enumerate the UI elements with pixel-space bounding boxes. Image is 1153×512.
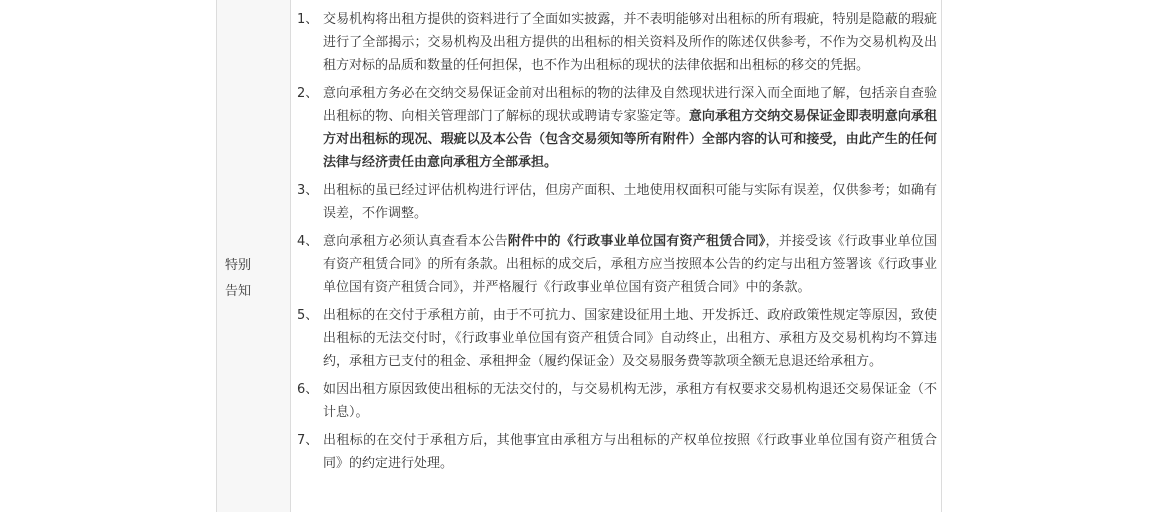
special-notice-label-cell (217, 0, 291, 512)
notice-item-text (323, 304, 937, 373)
notice-item-text-part: 交易机构将出租方提供的资料进行了全面如实披露，并不表明能够对出租标的所有瑕疵，特别是隐蔽的瑕疵进行了全部揭示；交易机构及出租方提供的出租标的相关资料及所作的陈述仅供参考，不作为交易机构及出租方对标的品质和数量的任何担保，也不作为出租标的现状的法律依据和出租标的移交的凭据。 (323, 12, 937, 73)
notice-item-4 (297, 230, 937, 299)
notice-item-number: 5、 (297, 308, 319, 323)
notice-item-text (323, 230, 937, 299)
notice-item-number: 7、 (297, 433, 319, 448)
notice-item-text (323, 82, 937, 174)
notice-item-bold-part: 附件中的《行政事业单位国有资产租赁合同》 (507, 234, 766, 249)
notice-item-1 (297, 8, 937, 77)
notice-item-6 (297, 378, 937, 424)
notice-item-5 (297, 304, 937, 373)
notice-item-text-part: 意向承租方必须认真查看本公告 (323, 234, 508, 249)
notice-item-text-part: 出租标的虽已经过评估机构进行评估，但房产面积、土地使用权面积可能与实际有误差，仅供参考；如确有误差，不作调整。 (323, 183, 937, 221)
notice-item-text (323, 179, 937, 225)
notice-item-number: 6、 (297, 382, 319, 397)
notice-item-number: 4、 (297, 234, 319, 249)
special-notice-label-line2: 告知 (225, 284, 252, 299)
notice-item-2 (297, 82, 937, 174)
special-notice-label-line1: 特别 (225, 258, 252, 273)
notice-item-3 (297, 179, 937, 225)
notice-item-text-part: 出租标的在交付于承租方后，其他事宜由承租方与出租标的产权单位按照《行政事业单位国有资产租赁合同》的约定进行处理。 (323, 433, 937, 471)
notice-item-number: 1、 (297, 12, 319, 27)
notice-item-number: 3、 (297, 183, 319, 198)
special-notice-table (216, 0, 942, 512)
notice-item-text (323, 429, 937, 475)
notice-item-text (323, 378, 937, 424)
special-notice-content (291, 0, 941, 512)
notice-item-bold-part: 意向承租方交纳交易保证金即表明意向承租方对出租标的现况、瑕疵以及本公告（包含交易须知等所有附件）全部内容的认可和接受，由此产生的任何法律与经济责任由意向承租方全部承担。 (323, 109, 937, 170)
notice-item-text-part: 意向承租方务必在交纳交易保证金前对出租标的物的法律及自然现状进行深入而全面地了解，包括亲自查验出租标的物、向相关管理部门了解标的现状或聘请专家鉴定等。 (323, 86, 937, 124)
notice-item-text (323, 8, 937, 77)
notice-item-text-part: 出租标的在交付于承租方前，由于不可抗力、国家建设征用土地、开发拆迁、政府政策性规定等原因，致使出租标的无法交付时，《行政事业单位国有资产租赁合同》自动终止，出租方、承租方及交易机构均不算违约，承租方已支付的租金、承租押金（履约保证金）及交易服务费等款项全额无息退还给承租方。 (323, 308, 937, 369)
notice-item-text-part: ，并接受该《行政事业单位国有资产租赁合同》的所有条款。出租标的成交后，承租方应当按照本公告的约定与出租方签署该《行政事业单位国有资产租赁合同》，并严格履行《行政事业单位国有资产租赁合同》中的条款。 (323, 234, 937, 295)
notice-item-7 (297, 429, 937, 475)
notice-item-number: 2、 (297, 86, 319, 101)
notice-item-text-part: 如因出租方原因致使出租标的无法交付的，与交易机构无涉，承租方有权要求交易机构退还交易保证金（不计息）。 (323, 382, 937, 420)
